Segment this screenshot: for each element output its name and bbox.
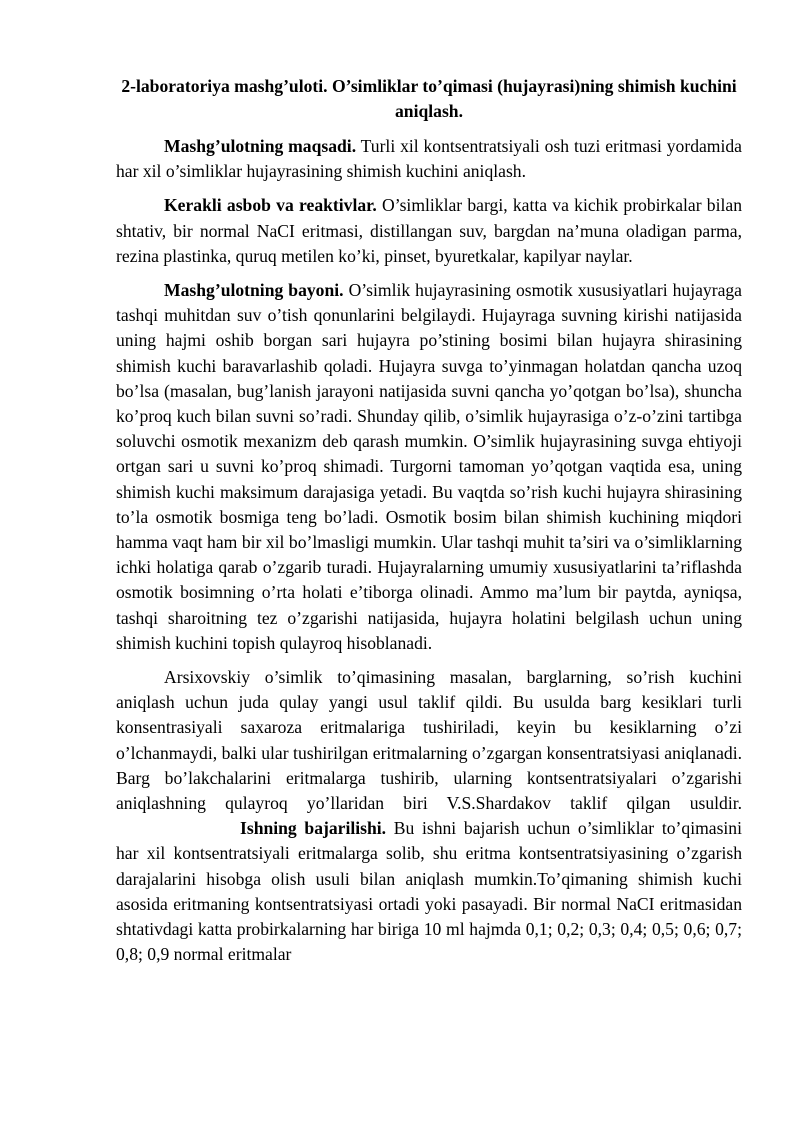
paragraph-goal [116,134,742,184]
paragraph-equipment-text: O’simliklar bargi, katta va kichik probirkalar bilan shtativ, bir normal NaCI eritmasi, distillangan suv, bargdan na’muna oladigan parma, rezina plastinka, quruq metilen ko’ki, pinset, byuretkalar, kapilyar naylar. [116,195,742,266]
paragraph-method-text: Arsixovskiy o’simlik to’qimasining masalan, barglarning, so’rish kuchini aniqlash uchun juda qulay yangi usul taklif qildi. Bu usulda barg kesiklari turli konsentrasiyali saxaroza eritmalariga tushiriladi, keyin bu kesiklarning o’zi o’lchanmaydi, balki ular tushirilgan eritmalarning o’zgargan konsentratsiyasi aniqlanadi. Barg bo’lakchalarini eritmalarga tushirib, ularning kontsentratsiyalari o’zgarishi aniqlashning qulayroq yo’llaridan biri V.S.Shardakov taklif qilgan usuldir. [116,667,742,814]
paragraph-method [116,665,742,967]
paragraph-description-text: O’simlik hujayrasining osmotik xususiyatlari hujayraga tashqi muhitdan suv o’tish qonunlarini belgilaydi. Hujayraga suvning kirishi natijasida uning hajmi oshib borgan sari hujayra po’stining bosimi bilan hujayra shirasining shimish kuchi baravarlashib qoladi. Hujayra suvga to’yinmagan holatdan qancha uzoq bo’lsa (masalan, bug’lanish jarayoni natijasida suvni qancha yo’qotgan bo’lsa), shuncha ko’proq kuch bilan suvni so’radi. Shunday qilib, o’simlik hujayrasiga o’z-o’zini tartibga soluvchi osmotik mexanizm deb qarash mumkin. O’simlik hujayrasining suvga ehtiyoji ortgan sari u suvni ko’proq shimadi. Turgorni tamoman yo’qotgan vaqtida esa, uning shimish kuchi maksimum darajasiga yetadi. Bu vaqtda so’rish kuchi hujayra shirasining to’la osmotik bosmiga teng bo’ladi. Osmotik bosim bilan shimish kuchining miqdori hamma vaqt ham bir xil bo’lmasligi mumkin. Ular tashqi muhit ta’siri va o’simliklarning ichki holatiga qarab o’zgarib turadi. Hujayralarning umumiy xususiyatlarini ta’riflashda osmotik bosimning o’rta holati e’tiborga olinadi. Ammo ma’lum bir paytda, ayniqsa, tashqi sharoitning tez o’zgarishi natijasida, hujayra holatini belgilash uchun uning shimish kuchini topish qulayroq hisoblanadi. [116,280,742,653]
paragraph-procedure-text: Bu ishni bajarish uchun o’simliklar to’qimasini har xil kontsentratsiyali eritmalarga solib, shu eritma kontsentratsiyasining o’zgarish darajalarini hisobga olish usuli bilan aniqlash mumkin.To’qimaning shimish kuchi asosida eritmaning kontsentratsiyasi ortadi yoki pasayadi. Bir normal NaCI eritmasidan shtativdagi katta probirkalarning har biriga 10 ml hajmda 0,1; 0,2; 0,3; 0,4; 0,5; 0,6; 0,7; 0,8; 0,9 normal eritmalar [116,818,742,965]
document-page [116,74,742,977]
paragraph-equipment-lead: Kerakli asbob va reaktivlar. [164,195,377,216]
paragraph-equipment [116,193,742,269]
paragraph-goal-text: Turli xil kontsentratsiyali osh tuzi eritmasi yordamida har xil o’simliklar hujayrasining shimish kuchini aniqlash. [116,136,742,182]
paragraph-goal-lead: Mashg’ulotning maqsadi. [164,136,357,156]
paragraph-description-lead: Mashg’ulotning bayoni. [164,280,344,301]
document-title: 2-laboratoriya mashg’uloti. O’simliklar to’qimasi (hujayrasi)ning shimish kuchini aniqlash. [121,76,737,121]
paragraph-procedure-lead: Ishning bajarilishi. [240,818,387,839]
paragraph-description [116,278,742,656]
